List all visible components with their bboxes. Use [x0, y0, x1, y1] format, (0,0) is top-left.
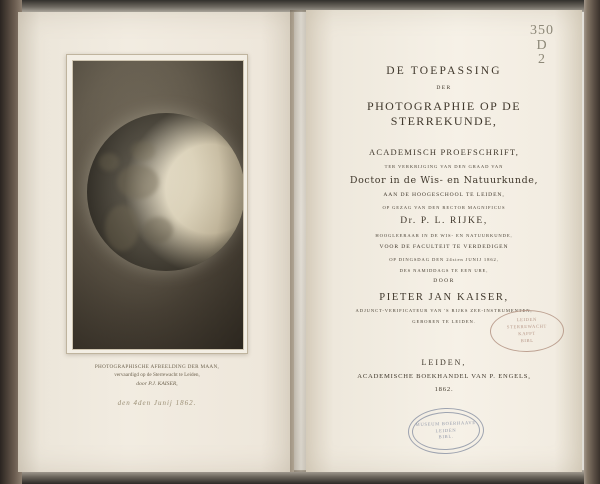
plate-caption-line-3: door P.J. KAISER,: [136, 381, 178, 387]
plate-caption-line-1: PHOTOGRAPHISCHE AFBEELDING DER MAAN,: [94, 364, 220, 370]
defense-date-line: OP DINGSDAG DEN 24sten JUNIJ 1862,: [389, 256, 499, 262]
rector-label: OP GEZAG VAN DEN RECTOR MAGNIFICUS: [382, 205, 506, 211]
round-stamp-line-2: LEIDEN: [435, 427, 457, 433]
left-page: [18, 12, 294, 472]
right-page: [306, 10, 582, 472]
oval-stamp-line-3: KAPPT: [518, 330, 536, 337]
pencil-line-2: D: [536, 37, 548, 53]
degree-line: Doctor in de Wis- en Natuurkunde,: [349, 174, 539, 186]
oval-stamp-line-2: STERREWACHT: [506, 323, 547, 330]
dissertation-label: ACADEMISCH PROEFSCHRIFT,: [368, 147, 520, 158]
plate-vignette: [73, 61, 243, 349]
plate-caption: [66, 364, 248, 407]
oval-stamp-line-4: BIBL: [520, 337, 534, 344]
library-stamp-oval: [490, 309, 565, 352]
imprint-city: LEIDEN,: [421, 358, 467, 367]
plate-caption-line-2: vervaardigd op de Sterrewacht te Leiden,: [114, 372, 200, 378]
rector-name: Dr. P. L. RIJKE,: [400, 216, 488, 227]
title-block: [322, 64, 566, 330]
rector-title: HOOGLEERAAR IN DE WIS- EN NATUURKUNDE,: [375, 233, 513, 239]
by-label: DOOR: [433, 278, 455, 285]
museum-stamp-round: [407, 407, 485, 456]
author-note-1: ADJUNCT-VERIFICATEUR VAN 'S RIJKS ZEE-INSTRUMENTEN,: [355, 308, 533, 314]
title-connector: DER: [436, 85, 452, 92]
round-stamp-line-1: MUSEUM BOERHAAVE: [415, 419, 476, 427]
round-stamp-line-3: BIBL.: [438, 434, 454, 440]
institution-line: AAN DE HOOGESCHOOL TE LEIDEN,: [383, 192, 505, 199]
body-line-1: TER VERKRIJGING VAN DEN GRAAD VAN: [384, 163, 504, 169]
page-title-main: DE TOEPASSING: [386, 65, 502, 77]
author-name: PIETER JAN KAISER,: [379, 292, 509, 304]
author-note-2: GEBOREN TE LEIDEN.: [412, 319, 476, 325]
page-title-sub: PHOTOGRAPHIE OP DE STERREKUNDE,: [367, 99, 521, 129]
imprint-block: [322, 358, 566, 393]
oval-stamp-line-1: LEIDEN: [516, 317, 537, 323]
book-block: [14, 8, 586, 476]
faculty-line: VOOR DE FACULTEIT TE VERDEDIGEN: [379, 243, 509, 250]
pencil-line-3: 2: [538, 52, 546, 68]
pencil-inscription: [530, 24, 554, 68]
moon-photograph: [72, 60, 244, 350]
moon-plate-frame: [66, 54, 248, 354]
plate-caption-line-4: den 4den Junij 1862.: [117, 399, 197, 407]
book-edge-right: [584, 0, 600, 484]
imprint-year: 1862.: [434, 386, 454, 393]
pencil-line-1: 350: [530, 23, 554, 38]
defense-time-line: DES NAMIDDAGS TE EEN URE,: [399, 267, 489, 273]
imprint-publisher: ACADEMISCHE BOEKHANDEL VAN P. ENGELS,: [357, 373, 531, 380]
